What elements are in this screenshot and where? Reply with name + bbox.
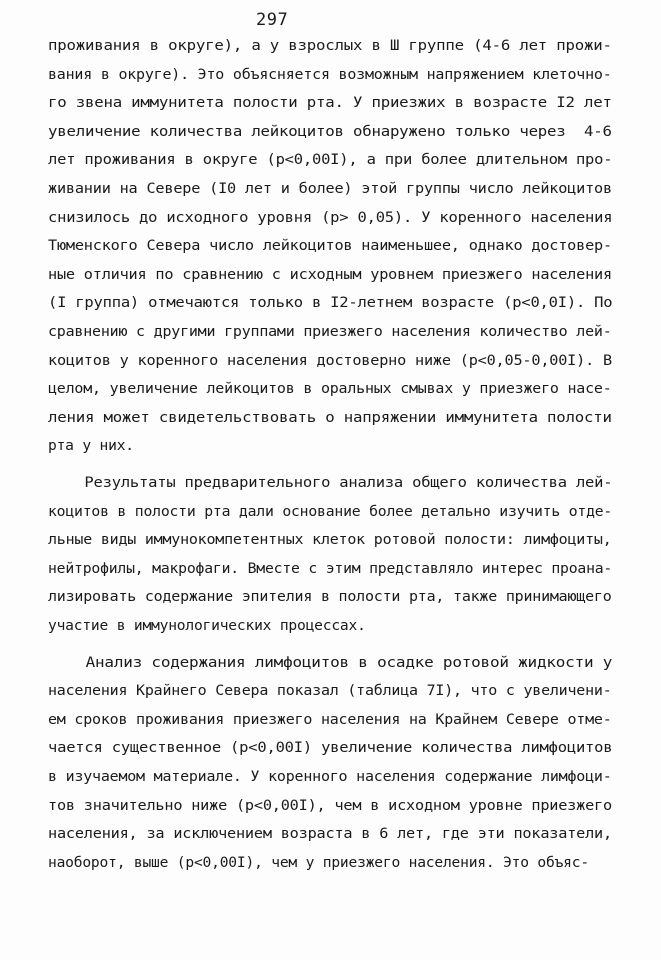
text-line: ные отличия по сравнению с исходным уровнем приезжего населения (48, 265, 612, 283)
text-line: тов значительно ниже (p<0,00I), чем в исходном уровне приезжего (48, 796, 612, 814)
text-line: Результаты предварительного анализа общего количества лей- (48, 474, 613, 491)
text-line: чается существенное (p<0,00I) увеличение количества лимфоцитов (48, 739, 613, 757)
text-line: ления может свидетельствовать о напряжении иммунитета полости (48, 408, 612, 426)
text-line: вания в округе). Это объясняется возможным напряжением клеточно- (48, 65, 612, 83)
text-line: Тюменского Севера число лейкоцитов наименьшее, однако достовер- (48, 237, 612, 255)
text-line: нейтрофилы, макрофаги. Вместе с этим представляло интерес проана- (48, 559, 613, 577)
page-number: 297 (256, 10, 289, 30)
text-line: снизилось до исходного уровня (p> 0,05). У коренного населения (48, 208, 613, 226)
text-line: лизировать содержание эпителия в полости рта, также принимающего (48, 588, 612, 606)
text-line: населения Крайнего Севера показал (таблица 7I), что с увеличени- (48, 682, 612, 700)
text-line: наоборот, выше (p<0,00I), чем у приезжего населения. Это объяс- (48, 853, 589, 871)
text-line: сравнению с другими группами приезжего населения количество лей- (48, 323, 612, 340)
text-line: го звена иммунитета полости рта. У приезжих в возрасте I2 лет (48, 94, 612, 112)
text-line: льные виды иммунокомпетентных клеток ротовой полости: лимфоциты, (48, 531, 612, 549)
text-line: Анализ содержания лимфоцитов в осадке ротовой жидкости у (48, 653, 613, 671)
text-line: коцитов у коренного населения достоверно ниже (p<0,05-0,00I). В (48, 351, 612, 369)
text-line: ем сроков проживания приезжего населения на Крайнем Севере отме- (48, 710, 612, 728)
text-line: (I группа) отмечаются только в I2-летнем возрасте (p<0,0I). По (48, 294, 613, 312)
text-line: лет проживания в округе (p<0,00I), а при более длительном про- (48, 151, 613, 169)
text-line: в изучаемом материале. У коренного населения содержание лимфоци- (48, 768, 612, 785)
text-line: проживания в округе), а у взрослых в Ш группе (4-6 лет прожи- (48, 37, 612, 54)
text-line: рта у них. (48, 437, 134, 455)
text-line: увеличение количества лейкоцитов обнаружено только через 4-6 (48, 122, 612, 140)
text-line: населения, за исключением возраста в 6 лет, где эти показатели, (48, 825, 612, 843)
text-line: участие в иммунологических процессах. (48, 617, 366, 634)
text-line: живании на Севере (I0 лет и более) этой группы число лейкоцитов (48, 180, 612, 197)
text-line: коцитов в полости рта дали основание более детально изучить отде- (48, 502, 613, 520)
text-line: целом, увеличение лейкоцитов в оральных смывах у приезжего насе- (48, 380, 612, 398)
